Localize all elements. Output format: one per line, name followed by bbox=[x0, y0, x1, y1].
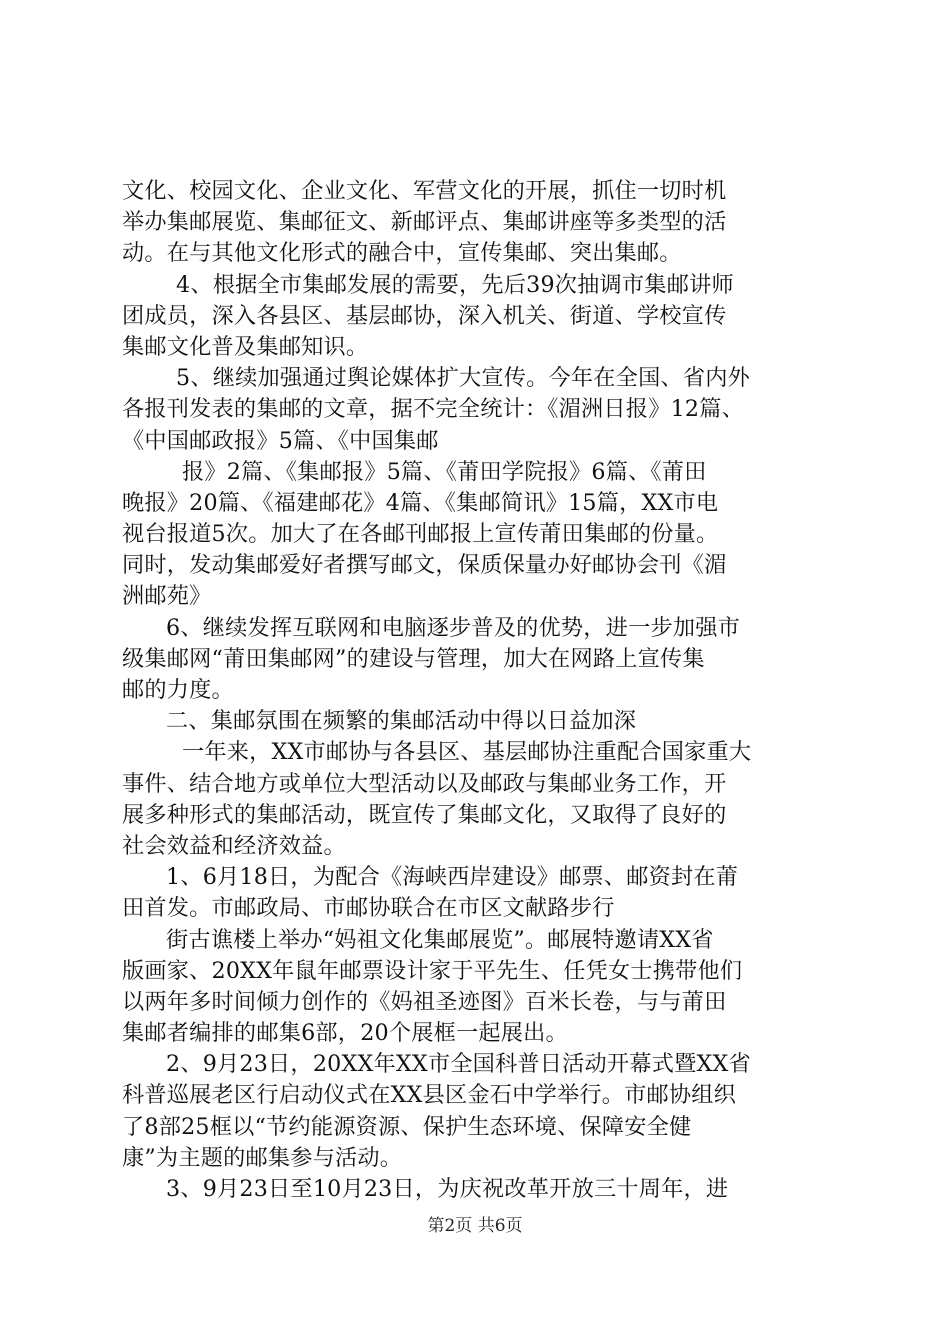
text-line: 以两年多时间倾力创作的《妈祖圣迹图》百米长卷，与与莆田 bbox=[122, 988, 727, 1015]
text-line: 级集邮网“莆田集邮网”的建设与管理，加大在网路上宣传集 bbox=[122, 645, 705, 672]
text-line: 展多种形式的集邮活动，既宣传了集邮文化，又取得了良好的 bbox=[122, 801, 727, 828]
paragraph-item-3: 3、9月23日至10月23日，为庆祝改革开放三十周年，进 bbox=[166, 1176, 729, 1202]
text-line: 报》2篇、《集邮报》5篇、《莆田学院报》6篇、《莆田 bbox=[182, 458, 707, 485]
text-line: 街古谯楼上举办“妈祖文化集邮展览”。邮展特邀请XX省 bbox=[166, 926, 714, 953]
text-line: 社会效益和经济效益。 bbox=[122, 832, 346, 859]
text-line: 各报刊发表的集邮的文章，据不完全统计：《湄洲日报》12篇、 bbox=[122, 396, 744, 423]
text-line: 《中国邮政报》5篇、《中国集邮 bbox=[122, 427, 439, 454]
paragraph-item-6: 6、继续发挥互联网和电脑逐步普及的优势，进一步加强市 bbox=[166, 614, 741, 641]
text-line: 举办集邮展览、集邮征文、新邮评点、集邮讲座等多类型的活 bbox=[122, 209, 727, 236]
text-line: 版画家、20XX年鼠年邮票设计家于平先生、任凭女士携带他们 bbox=[122, 957, 743, 984]
text-line: 邮的力度。 bbox=[122, 677, 234, 703]
page-number-footer: 第2页 共6页 bbox=[427, 1216, 523, 1236]
text-line: 文化、校园文化、企业文化、军营文化的开展，抓住一切时机 bbox=[122, 178, 727, 204]
paragraph-start: 一年来，XX市邮协与各县区、基层邮协注重配合国家重大 bbox=[182, 739, 752, 766]
text-line: 晚报》20篇、《福建邮花》4篇、《集邮简讯》15篇，XX市电 bbox=[122, 489, 719, 516]
paragraph-item-1: 1、6月18日，为配合《海峡西岸建设》邮票、邮资封在莆 bbox=[166, 864, 739, 891]
text-line: 团成员，深入各县区、基层邮协，深入机关、街道、学校宣传 bbox=[122, 302, 727, 329]
document-body bbox=[122, 176, 832, 1205]
text-line: 集邮者编排的邮集6部，20个展框一起展出。 bbox=[122, 1020, 568, 1047]
text-line: 动。在与其他文化形式的融合中，宣传集邮、突出集邮。 bbox=[122, 240, 682, 267]
text-line: 事件、结合地方或单位大型活动以及邮政与集邮业务工作，开 bbox=[122, 770, 727, 797]
text-line: 集邮文化普及集邮知识。 bbox=[122, 333, 369, 360]
text-line: 洲邮苑》 bbox=[122, 583, 212, 610]
text-line: 田首发。市邮政局、市邮协联合在市区文献路步行 bbox=[122, 895, 615, 922]
text-line: 视台报道5次。加大了在各邮刊邮报上宣传莆田集邮的份量。 bbox=[122, 521, 719, 548]
text-line: 康”为主题的邮集参与活动。 bbox=[122, 1144, 403, 1171]
paragraph-item-4: 4、根据全市集邮发展的需要，先后39次抽调市集邮讲师 bbox=[176, 271, 734, 298]
paragraph-item-5: 5、继续加强通过舆论媒体扩大宣传。今年在全国、省内外 bbox=[176, 365, 751, 392]
paragraph-item-2: 2、9月23日，20XX年XX市全国科普日活动开幕式暨XX省 bbox=[166, 1051, 751, 1078]
text-line: 科普巡展老区行启动仪式在XX县区金石中学举行。市邮协组织 bbox=[122, 1082, 737, 1109]
text-line: 同时，发动集邮爱好者撰写邮文，保质保量办好邮协会刊《湄 bbox=[122, 552, 727, 579]
section-heading: 二、集邮氛围在频繁的集邮活动中得以日益加深 bbox=[166, 708, 637, 735]
text-line: 了8部25框以“节约能源资源、保护生态环境、保障安全健 bbox=[122, 1113, 692, 1140]
